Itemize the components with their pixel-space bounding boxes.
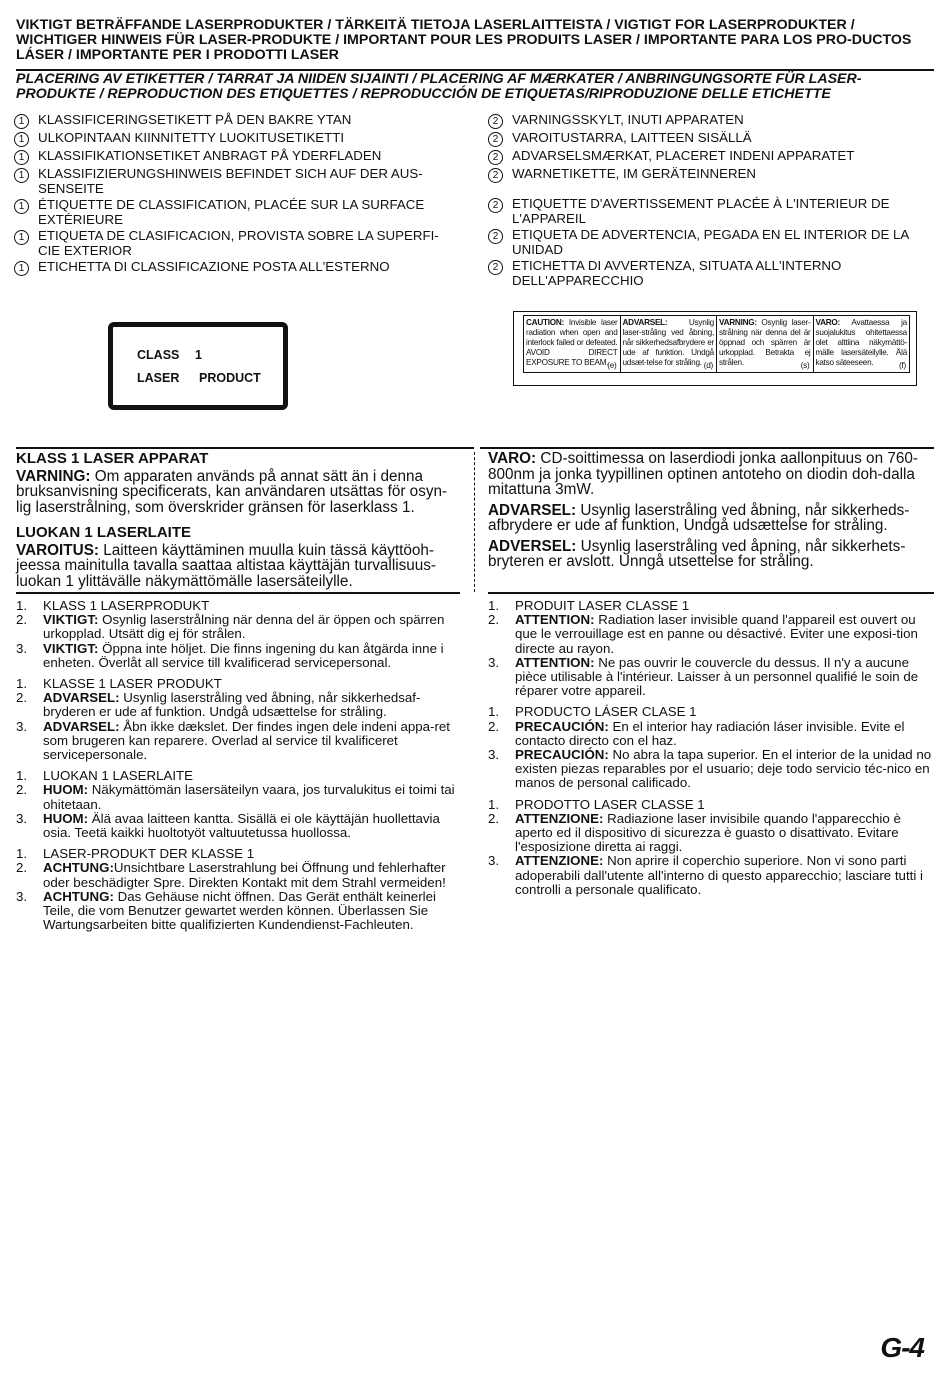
list-item: KLASSIFIKATIONSETIKET ANBRAGT PÅ YDERFLADEN (38, 148, 382, 163)
class-1-label-illustration (108, 322, 288, 410)
section-heading: LUOKAN 1 LASERLAITE (16, 524, 192, 541)
warning-cell: VARNING: Osynlig laser-strålning när denna del är öppnad och spärren är urkopplad. Betrakta ej strålen. (s) (717, 316, 814, 372)
labels-section-title: PLACERING AV ETIKETTER / TARRAT JA NIIDEN SIJAINTI / PLACERING AF MÆRKATER / ANBRINGUNGSORTE FÜR LASER-PRODUKTE / REPRODUCTION DES ETIQUETTES / REPRODUCCIÓN DE ETIQUETAS/RIPRODUZIONE DELLE ETICHETTE (16, 71, 862, 102)
warning-lists-right (488, 599, 934, 904)
warning-group: 1. PRODOTTO LASER CLASSE 1 2. ATTENZIONE: Radiazione laser invisibile quando l'apparecchio è aperto ed il dispositivo di sicurezza è guasto o disattivato. Evitare l'esposizione diretta ai raggi. 3. ATTENZIONE: Non aprire il coperchio superiore. Non vi sono parti adoperabili dall'utente all'interno di questo apparecchio; lasciare tutti i controlli a personale qualificato. (488, 796, 923, 897)
list-item: KLASSIFIZIERUNGSHINWEIS BEFINDET SICH AUF DER AUS-SENSEITE (38, 166, 423, 196)
class-label-text: 1 (195, 348, 202, 362)
marker-2-icon: 2 (488, 114, 503, 129)
list-item: ETIQUETA DE CLASIFICACION, PROVISTA SOBRE LA SUPERFI-CIE EXTERIOR (38, 228, 439, 258)
warning-group: 1. PRODUIT LASER CLASSE 1 2. ATTENTION: Radiation laser invisible quand l'appareil est ouvert ou que le verrouillage est en panne ou désactivé. Eviter une exposi-tion directe au rayon. 3. ATTENTION: Ne pas ouvrir le couvercle du dessus. Il n'y a aucune pièce utilisable à l'intérieur. Laisser à un personnel qualifié le soin de réparer votre appareil. (488, 598, 919, 699)
marker-1-icon: 1 (14, 150, 29, 165)
warning-group: 1. KLASSE 1 LASER PRODUKT 2. ADVARSEL: Usynlig laserstråling ved åbning, når sikkerhedsaf-bryderen er ude af funktion. Undgå udsættelse for stråling. 3. ADVARSEL: Åbn ikke dækslet. Der findes ingen dele indeni appa-ret som brugeren kan reparere. Overlad al service til kvalificeret servicepersonale. (16, 676, 450, 763)
class-label-text: LASER (137, 371, 180, 385)
laser-warning-fi-da-no (488, 451, 934, 577)
paragraph: VARO: CD-soittimessa on laserdiodi jonka aallonpituus on 760-800nm ja jonka tyypillinen optinen antoteho on diodin doh-dalla mitattuna 3mW. (488, 450, 918, 498)
paragraph: VAROITUS: Laitteen käyttäminen muulla kuin tässä käyttöoh-jeessa mainitulla tavalla saattaa altistaa käyttäjän turvallisuus-luokan 1 ylittävälle näkymättömälle lasersäteilylle. (16, 541, 437, 590)
section-divider (480, 447, 934, 449)
list-item: WARNETIKETTE, IM GERÄTEINNEREN (512, 166, 757, 181)
label-locations-left (14, 112, 460, 277)
list-item: ULKOPINTAAN KIINNITETTY LUOKITUSETIKETTI (38, 130, 345, 145)
list-item: VAROITUSTARRA, LAITTEEN SISÄLLÄ (512, 130, 752, 145)
list-item: ETIQUETA DE ADVERTENCIA, PEGADA EN EL INTERIOR DE LA UNIDAD (512, 227, 909, 257)
section-divider (16, 447, 474, 449)
class-label-text: PRODUCT (199, 371, 261, 385)
warning-group: 1. PRODUCTO LÁSER CLASE 1 2. PRECAUCIÓN: En el interior hay radiación láser invisible. Evite el contacto directo con el haz. 3. PRECAUCIÓN: No abra la tapa superior. En el interior de la unidad no existen piezas reparables por el usuario; deje todo servicio téc-nico en manos de personal calificado. (488, 704, 932, 791)
marker-1-icon: 1 (14, 230, 29, 245)
marker-2-icon: 2 (488, 260, 503, 275)
marker-2-icon: 2 (488, 198, 503, 213)
list-item: ETICHETTA DI CLASSIFICAZIONE POSTA ALL'ESTERNO (38, 259, 390, 274)
warning-group: 1. LUOKAN 1 LASERLAITE 2. HUOM: Näkymättömän lasersäteilyn vaara, jos turvalukitus ei toimi tai ohitetaan. 3. HUOM: Älä avaa laitteen kantta. Sisällä ei ole käyttäjän huollettavia osia. Teetä kaikki huoltotyöt valtuutetussa huollossa. (16, 768, 455, 841)
list-item: VARNINGSSKYLT, INUTI APPARATEN (512, 112, 744, 127)
marker-1-icon: 1 (14, 132, 29, 147)
paragraph: VARNING: Om apparaten används på annat sätt än i denna bruksanvisning specificerats, kan användaren utsättas för osyn-lig laserstrålning, som överskrider gränsen för laserklass 1. (16, 467, 448, 516)
warning-lists-left (16, 599, 460, 939)
label-locations-right (488, 112, 934, 289)
marker-1-icon: 1 (14, 199, 29, 214)
marker-1-icon: 1 (14, 261, 29, 276)
column-divider (474, 452, 475, 592)
warning-cell: CAUTION: Invisible laser radiation when open and interlock failed or defeated. AVOID DIRECT EXPOSURE TO BEAM. (e) (524, 316, 621, 372)
page-number: G-4 (880, 1332, 924, 1363)
marker-2-icon: 2 (488, 132, 503, 147)
document-title: VIKTIGT BETRÄFFANDE LASERPRODUKTER / TÄRKEITÄ TIETOJA LASERLAITTEISTA / VIGTIGT FOR LASERPRODUKTER / WICHTIGER HINWEIS FÜR LASER-PRODUKTE / IMPORTANT POUR LES PRODUITS LASER / IMPORTANTE PARA LOS PRO-DUCTOS LÁSER / IMPORTANTE PER I PRODOTTI LASER (16, 17, 912, 63)
marker-2-icon: 2 (488, 229, 503, 244)
class-label-text: CLASS (137, 348, 180, 362)
paragraph: ADVARSEL: Usynlig laserstråling ved åbning, når sikkerheds-afbrydere er ude af funktion, Undgå udsættelse for stråling. (488, 501, 910, 534)
section-divider (488, 592, 934, 594)
warning-cell: ADVARSEL: Usynlig laser-stråling ved åbning, når sikkerhedsafbrydere er ude af funktion. Undgå udsæt-telse for stråling. (d) (621, 316, 718, 372)
laser-warning-sv-fi (16, 451, 460, 596)
warning-group: 1. LASER-PRODUKT DER KLASSE 1 2. ACHTUNG:Unsichtbare Laserstrahlung bei Öffnung und fehlerhafter oder beschädigter Spre. Direkten Kontakt mit dem Strahl vermeiden! 3. ACHTUNG: Das Gehäuse nicht öffnen. Das Gerät enthält keinerlei Teile, die vom Benutzer gewartet werden können. Überlassen Sie Wartungsarbeiten bitte qualifizierten Kundendienst-Fachleuten. (16, 846, 446, 933)
warning-group: 1. KLASS 1 LASERPRODUKT 2. VIKTIGT: Osynlig laserstrålning när denna del är öppen och spärren urkopplad. Utsätt dig ej för strålen. 3. VIKTIGT: Öppna inte höljet. Die finns ingening du kan åtgärda inne i enheten. Överlåt all service till kvalificerad servicepersonal. (16, 598, 445, 670)
paragraph: ADVERSEL: Usynlig laserstråling ved åpning, når sikkerhets-bryteren er avslott. Unngå utsettelse for stråling. (488, 537, 906, 570)
warning-label-illustration (513, 311, 917, 386)
marker-2-icon: 2 (488, 150, 503, 165)
section-divider (16, 592, 460, 594)
list-item: ETICHETTA DI AVVERTENZA, SITUATA ALL'INTERNO DELL'APPARECCHIO (512, 258, 842, 288)
list-item: ADVARSELSMÆRKAT, PLACERET INDENI APPARATET (512, 148, 855, 163)
list-item: ÉTIQUETTE DE CLASSIFICATION, PLACÉE SUR LA SURFACE EXTÉRIEURE (38, 197, 425, 227)
marker-1-icon: 1 (14, 168, 29, 183)
list-item: ETIQUETTE D'AVERTISSEMENT PLACÉE À L'INTERIEUR DE L'APPAREIL (512, 196, 890, 226)
section-heading: KLASS 1 LASER APPARAT (16, 450, 209, 467)
marker-2-icon: 2 (488, 168, 503, 183)
marker-1-icon: 1 (14, 114, 29, 129)
warning-cell: VARO: Avattaessa ja suojalukitus ohitettaessa olet alttiina näkymättö-mälle lasersäteilylle. Älä katso säteeseen. (f) (815, 318, 907, 370)
list-item: KLASSIFICERINGSETIKETT PÅ DEN BAKRE YTAN (38, 112, 352, 127)
